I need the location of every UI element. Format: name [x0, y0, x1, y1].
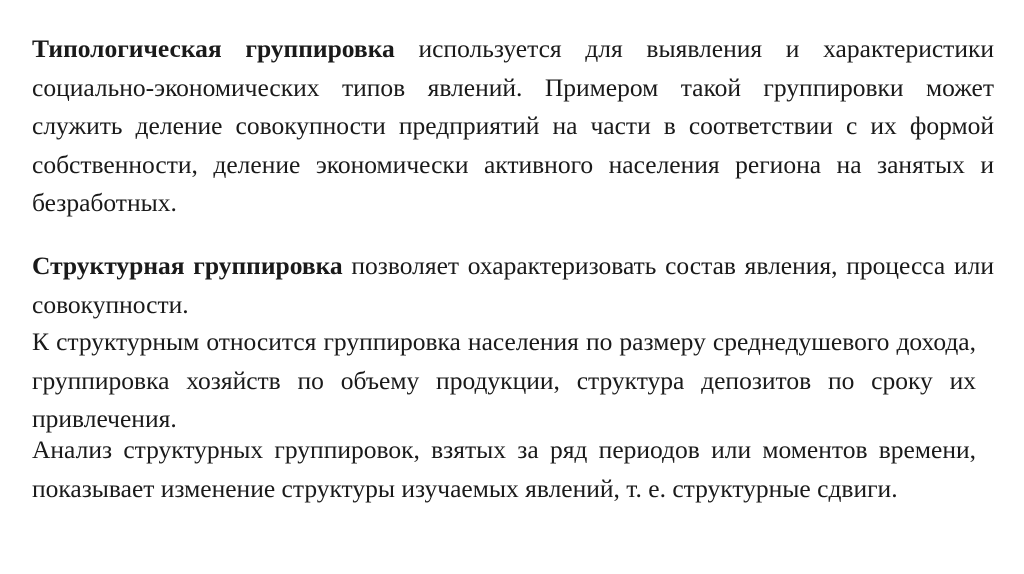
paragraph-text: используется для выявления и характеристики социально-экономических типов явлений. Примером такой группировки может служить деление совокупности предприятий на части в соответствии с их формой собственности, деление экономически активного населения региона на занятых и безработных.: [32, 34, 994, 217]
paragraph-typological-grouping: [32, 30, 994, 223]
paragraph-text: К структурным относится группировка населения по размеру среднедушевого дохода, группировка хозяйств по объему продукции, структура депозитов по сроку их привлечения.: [32, 327, 976, 433]
paragraph-text: позволяет охарактеризовать состав явления, процесса или совокупности.: [32, 251, 994, 319]
paragraph-structural-grouping: [32, 247, 994, 324]
paragraph-structural-analysis: [32, 431, 976, 508]
term-structural-grouping: Структурная группировка: [32, 251, 343, 280]
term-typological-grouping: Типологическая группировка: [32, 34, 395, 63]
paragraph-structural-examples: [32, 323, 976, 439]
paragraph-text: Анализ структурных группировок, взятых за ряд периодов или моментов времени, показывает изменение структуры изучаемых явлений, т. е. структурные сдвиги.: [32, 435, 976, 503]
